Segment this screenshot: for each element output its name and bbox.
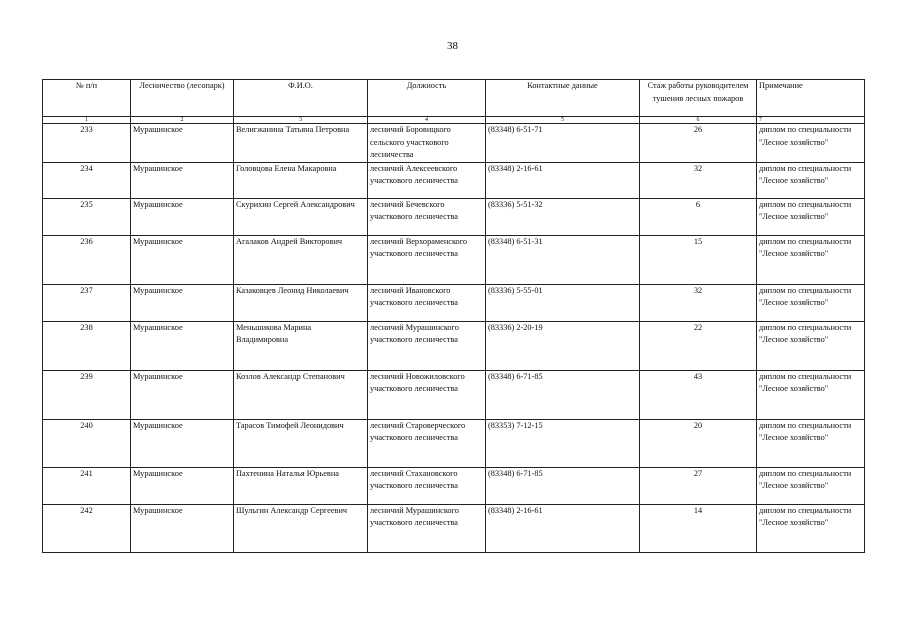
column-number-row	[43, 117, 865, 124]
table-row	[43, 321, 865, 370]
table-row	[43, 235, 865, 284]
cell-note: диплом по специальности "Лесное хозяйство"	[757, 162, 865, 198]
cell-forestry: Мурашинское	[131, 370, 234, 419]
cell-number: 236	[43, 235, 131, 284]
cell-note: диплом по специальности "Лесное хозяйство"	[757, 504, 865, 552]
cell-name: Головцова Елена Макаровна	[234, 162, 368, 198]
cell-number: 238	[43, 321, 131, 370]
table-row	[43, 198, 865, 235]
cell-contact: (83336) 5-55-01	[486, 284, 640, 321]
cell-experience: 27	[640, 467, 757, 504]
table-row	[43, 124, 865, 163]
header-row	[43, 80, 865, 117]
cell-contact: (83336) 5-51-32	[486, 198, 640, 235]
cell-name: Пахтенина Наталья Юрьевна	[234, 467, 368, 504]
cell-experience: 43	[640, 370, 757, 419]
header-contact: Контактные данные	[486, 80, 640, 117]
cell-position: лесничий Староверческого участкового лесничества	[368, 419, 486, 467]
cell-experience: 26	[640, 124, 757, 163]
cell-name: Шульгин Александр Сергеевич	[234, 504, 368, 552]
cell-contact: (83348) 2-16-61	[486, 504, 640, 552]
cell-forestry: Мурашинское	[131, 162, 234, 198]
column-number: 1	[43, 117, 131, 124]
cell-contact: (83348) 6-51-31	[486, 235, 640, 284]
cell-name: Агалаков Андрей Викторович	[234, 235, 368, 284]
column-number: 3	[234, 117, 368, 124]
header-position: Должность	[368, 80, 486, 117]
cell-experience: 22	[640, 321, 757, 370]
header-number: № п/п	[43, 80, 131, 117]
cell-position: лесничий Стахановского участкового лесничества	[368, 467, 486, 504]
column-number: 5	[486, 117, 640, 124]
cell-contact: (83348) 6-71-85	[486, 370, 640, 419]
cell-name: Скурихин Сергей Александрович	[234, 198, 368, 235]
cell-contact: (83348) 6-51-71	[486, 124, 640, 163]
cell-number: 237	[43, 284, 131, 321]
cell-position: лесничий Верхораменского участкового лесничества	[368, 235, 486, 284]
column-number: 2	[131, 117, 234, 124]
cell-note: диплом по специальности "Лесное хозяйство"	[757, 467, 865, 504]
cell-name: Тарасов Тимофей Леонидович	[234, 419, 368, 467]
table-row	[43, 284, 865, 321]
cell-experience: 20	[640, 419, 757, 467]
cell-note: диплом по специальности "Лесное хозяйство"	[757, 370, 865, 419]
page-number: 38	[447, 40, 458, 52]
cell-position: лесничий Новожиловского участкового лесничества	[368, 370, 486, 419]
cell-note: диплом по специальности "Лесное хозяйство"	[757, 124, 865, 163]
header-experience: Стаж работы руководителем тушения лесных пожаров	[640, 80, 757, 117]
cell-experience: 6	[640, 198, 757, 235]
cell-position: лесничий Алексеевского участкового лесничества	[368, 162, 486, 198]
cell-note: диплом по специальности "Лесное хозяйство"	[757, 235, 865, 284]
cell-contact: (83353) 7-12-15	[486, 419, 640, 467]
cell-experience: 14	[640, 504, 757, 552]
header-name: Ф.И.О.	[234, 80, 368, 117]
cell-name: Казаковцев Леонид Николаевич	[234, 284, 368, 321]
cell-number: 242	[43, 504, 131, 552]
cell-position: лесничий Мурашинского участкового лесничества	[368, 504, 486, 552]
cell-number: 234	[43, 162, 131, 198]
header-forestry: Лесничество (лесопарк)	[131, 80, 234, 117]
cell-forestry: Мурашинское	[131, 321, 234, 370]
cell-number: 233	[43, 124, 131, 163]
cell-contact: (83348) 2-16-61	[486, 162, 640, 198]
cell-forestry: Мурашинское	[131, 124, 234, 163]
header-note: Примечание	[757, 80, 865, 117]
cell-note: диплом по специальности "Лесное хозяйство"	[757, 198, 865, 235]
cell-position: лесничий Мурашинского участкового лесничества	[368, 321, 486, 370]
column-number: 6	[640, 117, 757, 124]
cell-forestry: Мурашинское	[131, 504, 234, 552]
table-row	[43, 467, 865, 504]
column-number: 7	[757, 117, 865, 124]
cell-name: Козлов Александр Степанович	[234, 370, 368, 419]
cell-number: 239	[43, 370, 131, 419]
cell-note: диплом по специальности "Лесное хозяйство"	[757, 284, 865, 321]
cell-forestry: Мурашинское	[131, 419, 234, 467]
cell-number: 240	[43, 419, 131, 467]
cell-position: лесничий Бечевского участкового лесничества	[368, 198, 486, 235]
cell-name: Велигжанина Татьяна Петровна	[234, 124, 368, 163]
cell-note: диплом по специальности "Лесное хозяйство"	[757, 419, 865, 467]
cell-note: диплом по специальности "Лесное хозяйство"	[757, 321, 865, 370]
cell-number: 235	[43, 198, 131, 235]
cell-position: лесничий Ивановского участкового лесничества	[368, 284, 486, 321]
cell-forestry: Мурашинское	[131, 284, 234, 321]
cell-forestry: Мурашинское	[131, 467, 234, 504]
cell-forestry: Мурашинское	[131, 198, 234, 235]
forestry-staff-table	[42, 79, 865, 553]
cell-experience: 32	[640, 162, 757, 198]
table-row	[43, 370, 865, 419]
cell-contact: (83348) 6-71-85	[486, 467, 640, 504]
cell-experience: 32	[640, 284, 757, 321]
cell-contact: (83336) 2-20-19	[486, 321, 640, 370]
table-row	[43, 504, 865, 552]
table-row	[43, 162, 865, 198]
cell-forestry: Мурашинское	[131, 235, 234, 284]
cell-name: Меньшикова Марина Владимировна	[234, 321, 368, 370]
column-number: 4	[368, 117, 486, 124]
cell-position: лесничий Боровицкого сельского участкового лесничества	[368, 124, 486, 163]
table-row	[43, 419, 865, 467]
cell-experience: 15	[640, 235, 757, 284]
cell-number: 241	[43, 467, 131, 504]
